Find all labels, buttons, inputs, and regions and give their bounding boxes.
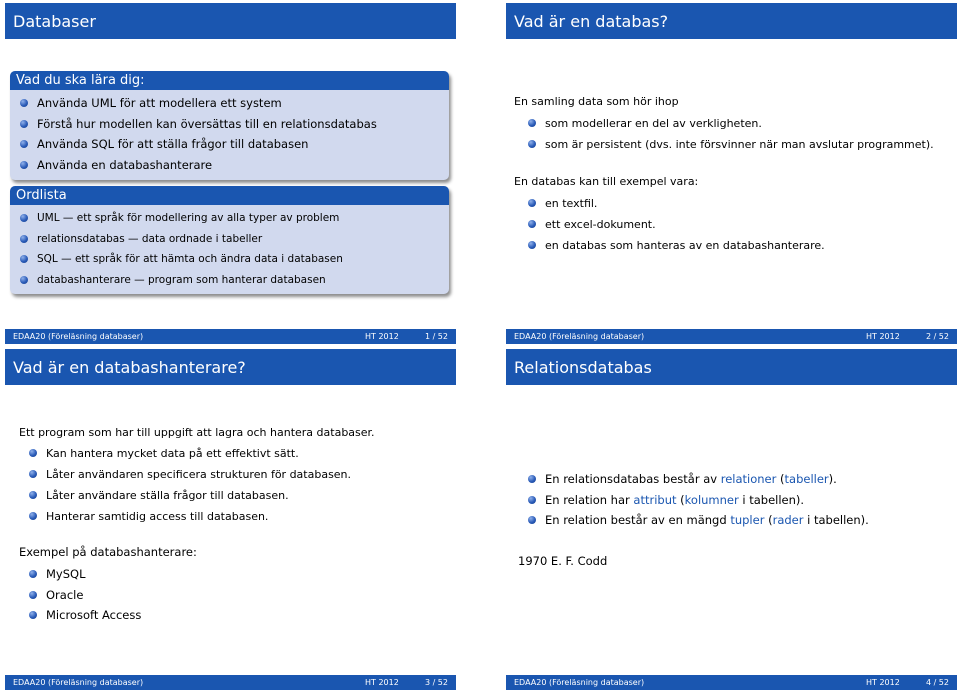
- bullet-icon: [528, 199, 536, 207]
- bullet-icon: [528, 496, 536, 504]
- slide-title: Vad är en databas?: [506, 3, 957, 39]
- bullet-icon: [528, 220, 536, 228]
- footer-page: 4 / 52: [925, 678, 949, 687]
- footer-term: HT 2012: [866, 332, 900, 341]
- slide-2: [506, 3, 957, 345]
- slide-footer: [5, 675, 456, 690]
- list-item: ett excel-dokument.: [524, 214, 825, 235]
- examples-intro: Exempel på databashanterare:: [19, 545, 197, 559]
- bullet-icon: [20, 276, 28, 284]
- bullet-icon: [528, 475, 536, 483]
- list-item: MySQL: [25, 564, 141, 585]
- list-item: databashanterare — program som hanterar databasen: [16, 270, 443, 291]
- bullet-icon: [29, 570, 37, 578]
- list-item: som modellerar en del av verkligheten.: [524, 113, 934, 134]
- bullet-icon: [29, 611, 37, 619]
- bullet-icon: [20, 99, 28, 107]
- bullet-icon: [20, 120, 28, 128]
- footer-term: HT 2012: [365, 332, 399, 341]
- list-item: en databas som hanteras av en databashanterare.: [524, 235, 825, 256]
- intro-text: En samling data som hör ihop: [514, 95, 679, 108]
- history-note: 1970 E. F. Codd: [518, 554, 608, 568]
- bullet-icon: [20, 255, 28, 263]
- footer-page: 3 / 52: [424, 678, 448, 687]
- list-item: Låter användare ställa frågor till databasen.: [25, 485, 351, 506]
- list-item: relationsdatabas — data ordnade i tabeller: [16, 229, 443, 250]
- slide-title: Relationsdatabas: [506, 349, 957, 385]
- slide-footer: [5, 329, 456, 344]
- bullet-icon: [528, 119, 536, 127]
- bullet-icon: [20, 214, 28, 222]
- list-item: UML — ett språk för modellering av alla typer av problem: [16, 208, 443, 229]
- footer-page: 1 / 52: [424, 332, 448, 341]
- relation-list: [524, 469, 869, 531]
- bullet-icon: [29, 491, 37, 499]
- bullet-icon: [20, 161, 28, 169]
- bullet-icon: [528, 516, 536, 524]
- slide-title: Vad är en databashanterare?: [5, 349, 456, 385]
- list-item: en textfil.: [524, 193, 825, 214]
- list-item: Hanterar samtidig access till databasen.: [25, 506, 351, 527]
- bullet-icon: [20, 235, 28, 243]
- bullet-icon: [528, 140, 536, 148]
- footer-term: HT 2012: [866, 678, 900, 687]
- footer-page: 2 / 52: [925, 332, 949, 341]
- slide-3: [5, 349, 456, 691]
- slide-footer: [506, 329, 957, 344]
- list-item: Oracle: [25, 585, 141, 606]
- bullet-icon: [29, 591, 37, 599]
- list-item: Microsoft Access: [25, 605, 141, 626]
- list-item: En relationsdatabas består av relationer (tabeller).: [524, 469, 869, 490]
- list-item: En relation består av en mängd tupler (rader i tabellen).: [524, 510, 869, 531]
- footer-course: EDAA20 (Föreläsning databaser): [514, 678, 645, 687]
- glossary-block: [10, 186, 449, 294]
- bullet-icon: [20, 140, 28, 148]
- list-item: Förstå hur modellen kan översättas till en relationsdatabas: [16, 114, 443, 135]
- list-item: En relation har attribut (kolumner i tabellen).: [524, 490, 869, 511]
- list-item: Använda en databashanterare: [16, 155, 443, 176]
- examples-list: [524, 193, 825, 256]
- learning-goals-block: [10, 71, 449, 180]
- footer-course: EDAA20 (Föreläsning databaser): [13, 332, 144, 341]
- footer-term: HT 2012: [365, 678, 399, 687]
- list-item: Kan hantera mycket data på ett effektivt sätt.: [25, 443, 351, 464]
- bullet-icon: [528, 241, 536, 249]
- examples-intro: En databas kan till exempel vara:: [514, 175, 699, 188]
- slide-footer: [506, 675, 957, 690]
- list-item: SQL — ett språk för att hämta och ändra data i databasen: [16, 249, 443, 270]
- bullet-icon: [29, 470, 37, 478]
- footer-course: EDAA20 (Föreläsning databaser): [514, 332, 645, 341]
- list-item: Använda SQL för att ställa frågor till databasen: [16, 134, 443, 155]
- block-heading: Vad du ska lära dig:: [10, 71, 449, 90]
- slide-title: Databaser: [5, 3, 456, 39]
- bullet-icon: [29, 512, 37, 520]
- list-item: Låter användaren specificera strukturen för databasen.: [25, 464, 351, 485]
- list-item: Använda UML för att modellera ett system: [16, 93, 443, 114]
- block-heading: Ordlista: [10, 186, 449, 205]
- list-item: som är persistent (dvs. inte försvinner när man avslutar programmet).: [524, 134, 934, 155]
- bullet-icon: [29, 449, 37, 457]
- slide-1: [5, 3, 456, 345]
- intro-text: Ett program som har till uppgift att lagra och hantera databaser.: [19, 426, 375, 439]
- footer-course: EDAA20 (Föreläsning databaser): [13, 678, 144, 687]
- intro-list: [524, 113, 934, 155]
- slide-4: [506, 349, 957, 691]
- feature-list: [25, 443, 351, 527]
- examples-list: [25, 564, 141, 626]
